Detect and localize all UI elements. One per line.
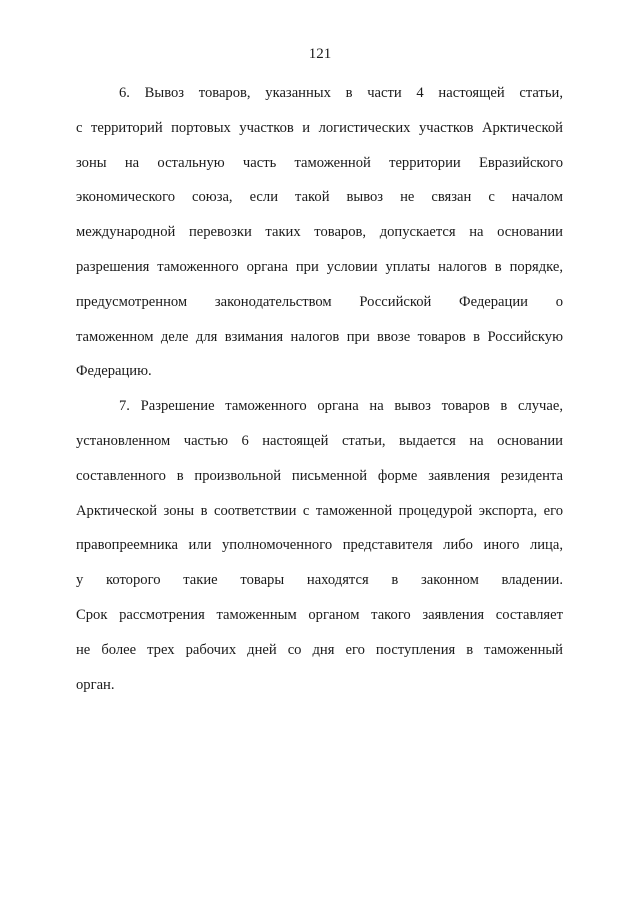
text-line: орган. <box>76 676 115 693</box>
text-line: экономического союза, если такой вывоз не связан с началом <box>76 189 563 206</box>
text-line: предусмотренном законодательством Российской Федерации о <box>76 293 563 310</box>
text-line: Арктической зоны в соответствии с таможенной процедурой экспорта, его <box>76 502 563 519</box>
text-line: 7. Разрешение таможенного органа на вывоз товаров в случае, <box>119 398 563 415</box>
text-line: 6. Вывоз товаров, указанных в части 4 настоящей статьи, <box>119 85 563 101</box>
text-line: международной перевозки таких товаров, допускается на основании <box>76 224 563 241</box>
text-line: таможенном деле для взимания налогов при ввозе товаров в Российскую <box>76 328 563 345</box>
document-body <box>76 81 563 707</box>
text-line: у которого такие товары находятся в законном владении. <box>76 572 563 589</box>
paragraph-7 <box>76 394 563 707</box>
paragraph-6 <box>76 81 563 394</box>
text-line: установленном частью 6 настоящей статьи, выдается на основании <box>76 432 563 449</box>
text-line: не более трех рабочих дней со дня его поступления в таможенный <box>76 641 563 658</box>
text-line: Федерацию. <box>76 363 152 380</box>
text-line: зоны на остальную часть таможенной территории Евразийского <box>76 154 563 171</box>
page-number: 121 <box>308 46 332 62</box>
text-line: Срок рассмотрения таможенным органом такого заявления составляет <box>76 606 563 623</box>
text-line: правопреемника или уполномоченного представителя либо иного лица, <box>76 537 563 554</box>
text-line: разрешения таможенного органа при условии уплаты налогов в порядке, <box>76 258 563 275</box>
text-line: с территорий портовых участков и логистических участков Арктической <box>76 119 563 136</box>
text-line: составленного в произвольной письменной форме заявления резидента <box>76 467 563 484</box>
